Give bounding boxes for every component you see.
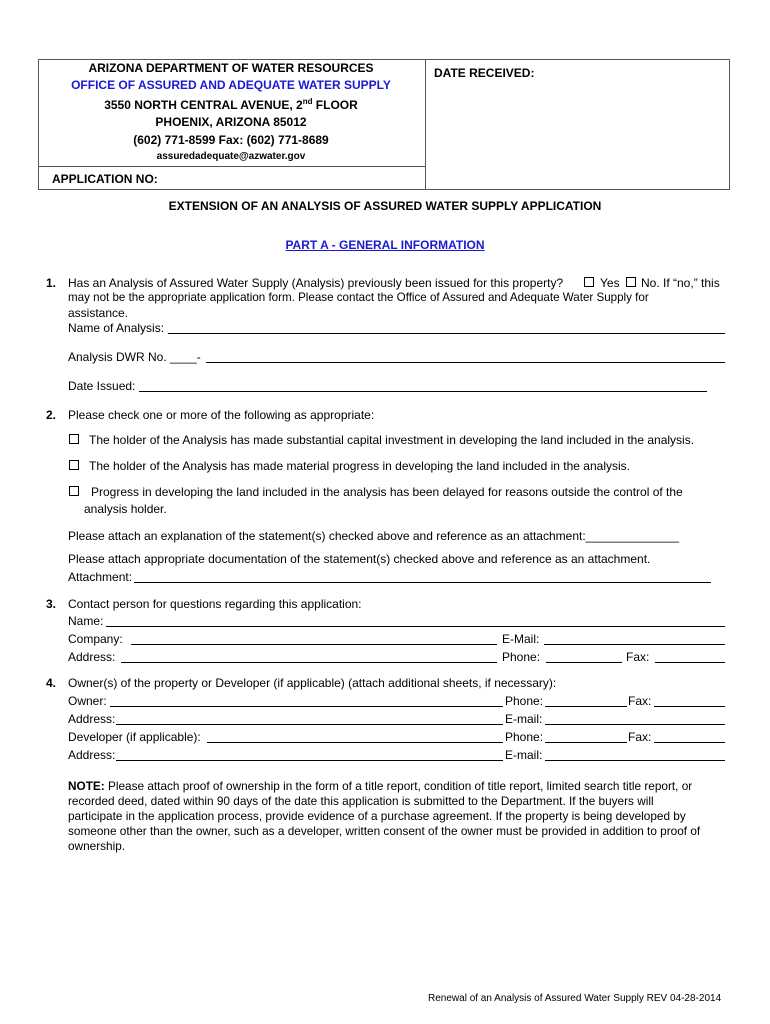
contact-email-field[interactable] (544, 644, 725, 645)
owner-phone-label: Phone: (505, 694, 544, 708)
form-title: EXTENSION OF AN ANALYSIS OF ASSURED WATER SUPPLY APPLICATION (168, 199, 602, 213)
office-email[interactable]: assuredadequate@azwater.gov (156, 151, 306, 162)
contact-address-field[interactable] (121, 662, 497, 663)
contact-phone-field[interactable] (546, 662, 622, 663)
q1-line3: assistance. (68, 306, 129, 320)
developer-phone-field[interactable] (545, 742, 627, 743)
owner-fax-label: Fax: (628, 694, 652, 708)
date-issued-field[interactable] (139, 391, 707, 392)
developer-field[interactable] (207, 742, 503, 743)
department-name: ARIZONA DEPARTMENT OF WATER RESOURCES (88, 61, 374, 75)
developer-email-label: E-mail: (505, 748, 543, 762)
contact-fax-field[interactable] (655, 662, 725, 663)
developer-address-field[interactable] (116, 760, 503, 761)
note-line5: ownership. (68, 839, 126, 853)
office-city: PHOENIX, ARIZONA 85012 (155, 115, 307, 129)
q2-attach-explanation: Please attach an explanation of the statement(s) checked above and reference as an attachment:______________ (68, 529, 680, 543)
office-phone: (602) 771-8599 Fax: (602) 771-8689 (133, 133, 329, 147)
owner-email-field[interactable] (545, 724, 725, 725)
q2-attach-documentation: Please attach appropriate documentation of the statement(s) checked above and reference as an attachment. (68, 552, 651, 566)
q2-option2-label: The holder of the Analysis has made material progress in developing the land included in the analysis. (89, 459, 630, 473)
footer-revision: Renewal of an Analysis of Assured Water Supply REV 04-28-2014 (428, 993, 722, 1004)
q3-text: Contact person for questions regarding this application: (68, 597, 362, 611)
contact-company-label: Company: (68, 632, 123, 646)
developer-fax-label: Fax: (628, 730, 652, 744)
header-divider-vertical (425, 60, 426, 189)
q4-number: 4. (46, 676, 57, 690)
developer-address-label: Address: (68, 748, 116, 762)
q2-text: Please check one or more of the following as appropriate: (68, 408, 375, 422)
analysis-name-label: Name of Analysis: (68, 321, 165, 335)
analysis-dwr-field[interactable] (206, 362, 725, 363)
note-line1: NOTE: Please attach proof of ownership in the form of a title report, condition of title report, limited search title report, or (68, 779, 693, 793)
attachment-field[interactable] (134, 582, 711, 583)
owner-phone-field[interactable] (545, 706, 627, 707)
owner-field[interactable] (110, 706, 503, 707)
part-a-heading: PART A - GENERAL INFORMATION (285, 238, 485, 252)
owner-address-field[interactable] (116, 724, 503, 725)
q2-option2-checkbox[interactable] (69, 460, 79, 470)
contact-company-field[interactable] (131, 644, 497, 645)
office-name: OFFICE OF ASSURED AND ADEQUATE WATER SUPPLY (71, 78, 391, 92)
note-line3: participate in the application process, provide evidence of a purchase agreement. If the property is being developed by (68, 809, 686, 823)
q1-text: Has an Analysis of Assured Water Supply (Analysis) previously been issued for this property? (68, 276, 564, 290)
developer-fax-field[interactable] (654, 742, 725, 743)
office-address: 3550 NORTH CENTRAL AVENUE, 2nd FLOOR (104, 97, 358, 112)
analysis-dwr-label: Analysis DWR No. ____- (68, 350, 201, 364)
developer-label: Developer (if applicable): (68, 730, 201, 744)
q1-no-checkbox[interactable] (626, 277, 636, 287)
developer-email-field[interactable] (545, 760, 725, 761)
owner-fax-field[interactable] (654, 706, 725, 707)
note-line2: recorded deed, dated within 90 days of the date this application is submitted to the Department. If the buyers will (68, 794, 654, 808)
application-no-label: APPLICATION NO: (52, 172, 158, 186)
q2-option3-label: Progress in developing the land included in the analysis has been delayed for reasons outside the control of the (91, 485, 683, 499)
attachment-label: Attachment: (68, 570, 133, 584)
q1-no-label: No. If “no,” this (641, 276, 720, 290)
owner-email-label: E-mail: (505, 712, 543, 726)
contact-name-field[interactable] (106, 626, 725, 627)
q4-text: Owner(s) of the property or Developer (if applicable) (attach additional sheets, if necessary): (68, 676, 557, 690)
date-issued-label: Date Issued: (68, 379, 136, 393)
owner-address-label: Address: (68, 712, 116, 726)
owner-label: Owner: (68, 694, 107, 708)
q3-number: 3. (46, 597, 57, 611)
q2-option3-checkbox[interactable] (69, 486, 79, 496)
q1-number: 1. (46, 276, 57, 290)
q2-option1-label: The holder of the Analysis has made substantial capital investment in developing the land included in the analysis. (89, 433, 695, 447)
header-divider-horizontal (39, 166, 425, 167)
q2-number: 2. (46, 408, 57, 422)
analysis-name-field[interactable] (168, 333, 725, 334)
contact-address-label: Address: (68, 650, 116, 664)
date-received-label: DATE RECEIVED: (434, 66, 535, 80)
developer-phone-label: Phone: (505, 730, 544, 744)
contact-phone-label: Phone: (502, 650, 541, 664)
q2-option3-label-cont: analysis holder. (84, 502, 167, 516)
q1-yes-checkbox[interactable] (584, 277, 594, 287)
contact-name-label: Name: (68, 614, 104, 628)
note-line4: someone other than the owner, such as a developer, written consent of the owner must be provided in addition to proof of (68, 824, 701, 838)
contact-email-label: E-Mail: (502, 632, 540, 646)
q1-yes-label: Yes (600, 276, 620, 290)
q2-option1-checkbox[interactable] (69, 434, 79, 444)
contact-fax-label: Fax: (626, 650, 650, 664)
q1-line2: may not be the appropriate application form. Please contact the Office of Assured and Adequate Water Supply for (68, 291, 649, 304)
